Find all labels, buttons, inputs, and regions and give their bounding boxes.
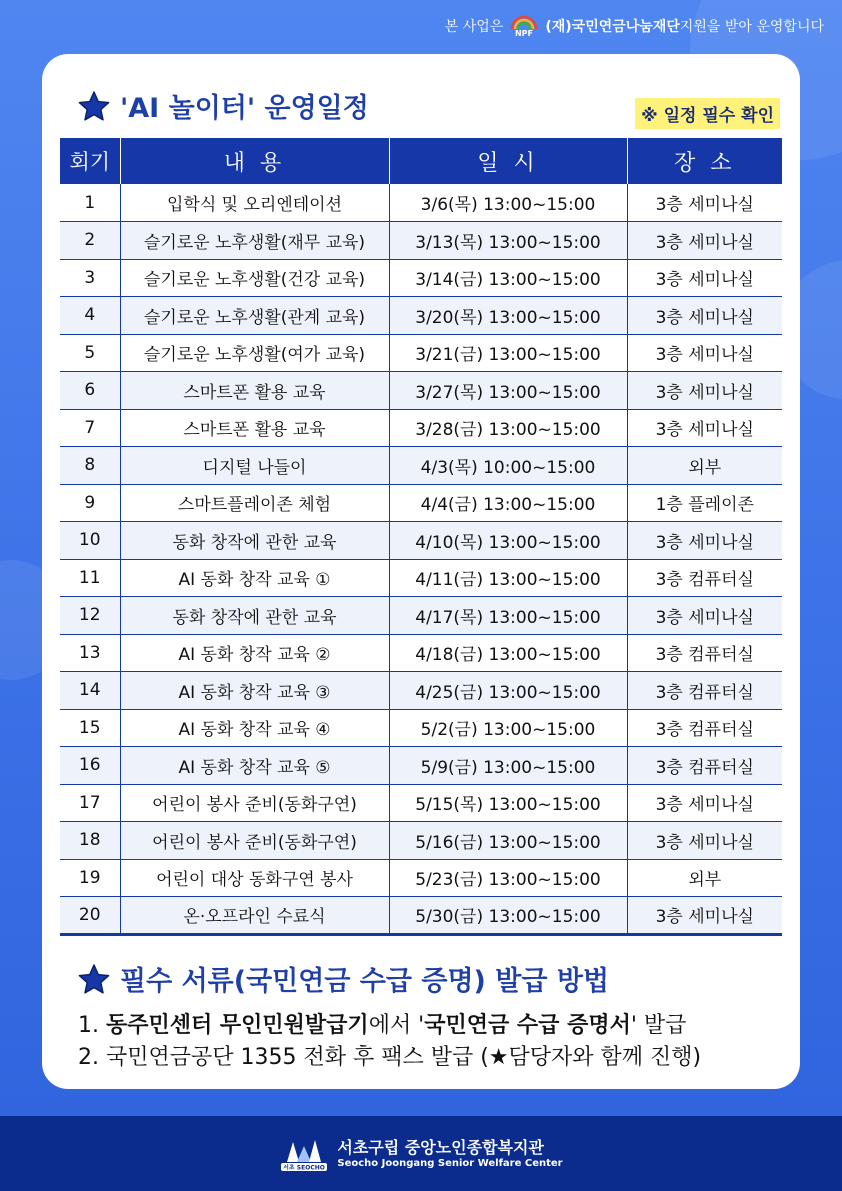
item-text: 에서 ': [368, 1013, 425, 1038]
npf-logo-text: NPF: [515, 29, 534, 38]
cell-no: 1: [60, 184, 120, 222]
cell-place: 3층 세미나실: [627, 259, 782, 297]
table-row: [60, 297, 782, 335]
cell-content: AI 동화 창작 교육 ③: [120, 672, 389, 710]
table-row: [60, 784, 782, 822]
cell-no: 10: [60, 522, 120, 560]
center-name-ko: 서초구립 중앙노인종합복지관: [337, 1137, 544, 1157]
cell-content: 스마트플레이존 체험: [120, 484, 389, 522]
table-row: [60, 897, 782, 935]
cell-content: 온·오프라인 수료식: [120, 897, 389, 935]
table-row: [60, 484, 782, 522]
cell-no: 15: [60, 709, 120, 747]
table-row: [60, 822, 782, 860]
cell-no: 5: [60, 334, 120, 372]
sponsor-bar: [445, 10, 824, 42]
cell-datetime: 5/2(금) 13:00~15:00: [389, 709, 627, 747]
logo-caption: 서초 SEOCHO: [283, 1164, 326, 1171]
cell-no: 2: [60, 222, 120, 260]
cell-no: 7: [60, 409, 120, 447]
cell-content: AI 동화 창작 교육 ④: [120, 709, 389, 747]
cell-place: 3층 세미나실: [627, 784, 782, 822]
npf-logo-icon: [509, 14, 539, 38]
cell-content: 어린이 봉사 준비(동화구연): [120, 822, 389, 860]
cell-datetime: 3/21(금) 13:00~15:00: [389, 334, 627, 372]
cell-place: 3층 세미나실: [627, 897, 782, 935]
cell-datetime: 5/30(금) 13:00~15:00: [389, 897, 627, 935]
cell-place: 3층 세미나실: [627, 522, 782, 560]
cell-content: 디지털 나들이: [120, 447, 389, 485]
column-header-datetime: 일 시: [389, 138, 627, 184]
cell-content: 슬기로운 노후생활(관계 교육): [120, 297, 389, 335]
center-name: [337, 1138, 562, 1170]
cell-datetime: 4/10(목) 13:00~15:00: [389, 522, 627, 560]
cell-no: 11: [60, 559, 120, 597]
cell-content: 슬기로운 노후생활(재무 교육): [120, 222, 389, 260]
table-row: [60, 372, 782, 410]
cell-datetime: 5/23(금) 13:00~15:00: [389, 859, 627, 897]
column-header-session: 회기: [60, 138, 120, 184]
cell-place: 3층 세미나실: [627, 334, 782, 372]
cell-content: 동화 창작에 관한 교육: [120, 522, 389, 560]
cell-no: 9: [60, 484, 120, 522]
star-icon: [78, 963, 110, 995]
cell-content: 입학식 및 오리엔테이션: [120, 184, 389, 222]
sponsor-prefix: 본 사업은: [444, 19, 504, 35]
center-name-en: Seocho Joongang Senior Welfare Center: [337, 1157, 563, 1169]
cell-no: 3: [60, 259, 120, 297]
table-row: [60, 259, 782, 297]
cell-datetime: 4/4(금) 13:00~15:00: [389, 484, 627, 522]
cell-place: 3층 컴퓨터실: [627, 559, 782, 597]
cell-place: 3층 컴퓨터실: [627, 709, 782, 747]
table-row: [60, 334, 782, 372]
cell-datetime: 4/11(금) 13:00~15:00: [389, 559, 627, 597]
cell-datetime: 3/27(목) 13:00~15:00: [389, 372, 627, 410]
cell-place: 3층 세미나실: [627, 184, 782, 222]
item-text: ' 발급: [630, 1013, 687, 1038]
cell-content: AI 동화 창작 교육 ⑤: [120, 747, 389, 785]
documents-list: [78, 1010, 701, 1074]
cell-place: 1층 플레이존: [627, 484, 782, 522]
cell-content: AI 동화 창작 교육 ②: [120, 634, 389, 672]
schedule-title: 'AI 놀이터' 운영일정: [120, 93, 369, 124]
cell-no: 6: [60, 372, 120, 410]
cell-datetime: 3/13(목) 13:00~15:00: [389, 222, 627, 260]
documents-item-1: [78, 1010, 701, 1042]
sponsor-org: (재)국민연금나눔재단: [545, 19, 680, 35]
cell-no: 16: [60, 747, 120, 785]
cell-datetime: 4/3(목) 10:00~15:00: [389, 447, 627, 485]
cell-datetime: 3/28(금) 13:00~15:00: [389, 409, 627, 447]
table-row: [60, 409, 782, 447]
cell-datetime: 4/17(목) 13:00~15:00: [389, 597, 627, 635]
sponsor-suffix: 지원을 받아 운영합니다: [679, 19, 824, 35]
cell-content: 동화 창작에 관한 교육: [120, 597, 389, 635]
cell-no: 14: [60, 672, 120, 710]
table-row: [60, 634, 782, 672]
star-icon: [78, 90, 110, 122]
cell-content: 스마트폰 활용 교육: [120, 372, 389, 410]
cell-content: 슬기로운 노후생활(건강 교육): [120, 259, 389, 297]
schedule-heading: [78, 86, 369, 125]
cell-content: 어린이 대상 동화구연 봉사: [120, 859, 389, 897]
cell-datetime: 3/6(목) 13:00~15:00: [389, 184, 627, 222]
welfare-center-logo-icon: [279, 1136, 329, 1172]
table-row: [60, 559, 782, 597]
table-row: [60, 522, 782, 560]
cell-content: 슬기로운 노후생활(여가 교육): [120, 334, 389, 372]
cell-no: 17: [60, 784, 120, 822]
cell-datetime: 5/16(금) 13:00~15:00: [389, 822, 627, 860]
cell-place: 3층 세미나실: [627, 822, 782, 860]
cell-datetime: 4/18(금) 13:00~15:00: [389, 634, 627, 672]
cell-place: 3층 세미나실: [627, 297, 782, 335]
cell-content: 어린이 봉사 준비(동화구연): [120, 784, 389, 822]
cell-datetime: 3/20(목) 13:00~15:00: [389, 297, 627, 335]
cell-no: 20: [60, 897, 120, 935]
schedule-table: [60, 138, 782, 936]
cell-place: 3층 세미나실: [627, 372, 782, 410]
cell-place: 3층 컴퓨터실: [627, 634, 782, 672]
cell-datetime: 4/25(금) 13:00~15:00: [389, 672, 627, 710]
table-row: [60, 672, 782, 710]
cell-datetime: 3/14(금) 13:00~15:00: [389, 259, 627, 297]
column-header-content: 내 용: [120, 138, 389, 184]
cell-no: 12: [60, 597, 120, 635]
table-header-row: [60, 138, 782, 184]
documents-heading: [78, 959, 609, 998]
table-row: [60, 859, 782, 897]
footer: [0, 1116, 842, 1191]
cell-datetime: 5/9(금) 13:00~15:00: [389, 747, 627, 785]
table-row: [60, 222, 782, 260]
table-row: [60, 709, 782, 747]
table-row: [60, 447, 782, 485]
cell-place: 3층 세미나실: [627, 409, 782, 447]
schedule-notice-badge: ※ 일정 필수 확인: [635, 98, 780, 129]
cell-place: 외부: [627, 447, 782, 485]
cell-place: 3층 컴퓨터실: [627, 747, 782, 785]
cell-place: 외부: [627, 859, 782, 897]
cell-place: 3층 세미나실: [627, 597, 782, 635]
table-row: [60, 747, 782, 785]
table-row: [60, 184, 782, 222]
item-bold-text: 동주민센터 무인민원발급기: [106, 1013, 369, 1038]
cell-place: 3층 컴퓨터실: [627, 672, 782, 710]
cell-no: 4: [60, 297, 120, 335]
schedule-card: [42, 54, 800, 1089]
cell-place: 3층 세미나실: [627, 222, 782, 260]
column-header-place: 장 소: [627, 138, 782, 184]
cell-content: 스마트폰 활용 교육: [120, 409, 389, 447]
cell-content: AI 동화 창작 교육 ①: [120, 559, 389, 597]
item-bold-text: 국민연금 수급 증명서: [424, 1013, 631, 1038]
documents-title: 필수 서류(국민연금 수급 증명) 발급 방법: [120, 966, 609, 997]
cell-no: 13: [60, 634, 120, 672]
item-number: 1.: [78, 1013, 99, 1038]
cell-no: 18: [60, 822, 120, 860]
cell-datetime: 5/15(목) 13:00~15:00: [389, 784, 627, 822]
cell-no: 19: [60, 859, 120, 897]
table-row: [60, 597, 782, 635]
documents-item-2: 2. 국민연금공단 1355 전화 후 팩스 발급 (★담당자와 함께 진행): [78, 1045, 702, 1070]
cell-no: 8: [60, 447, 120, 485]
